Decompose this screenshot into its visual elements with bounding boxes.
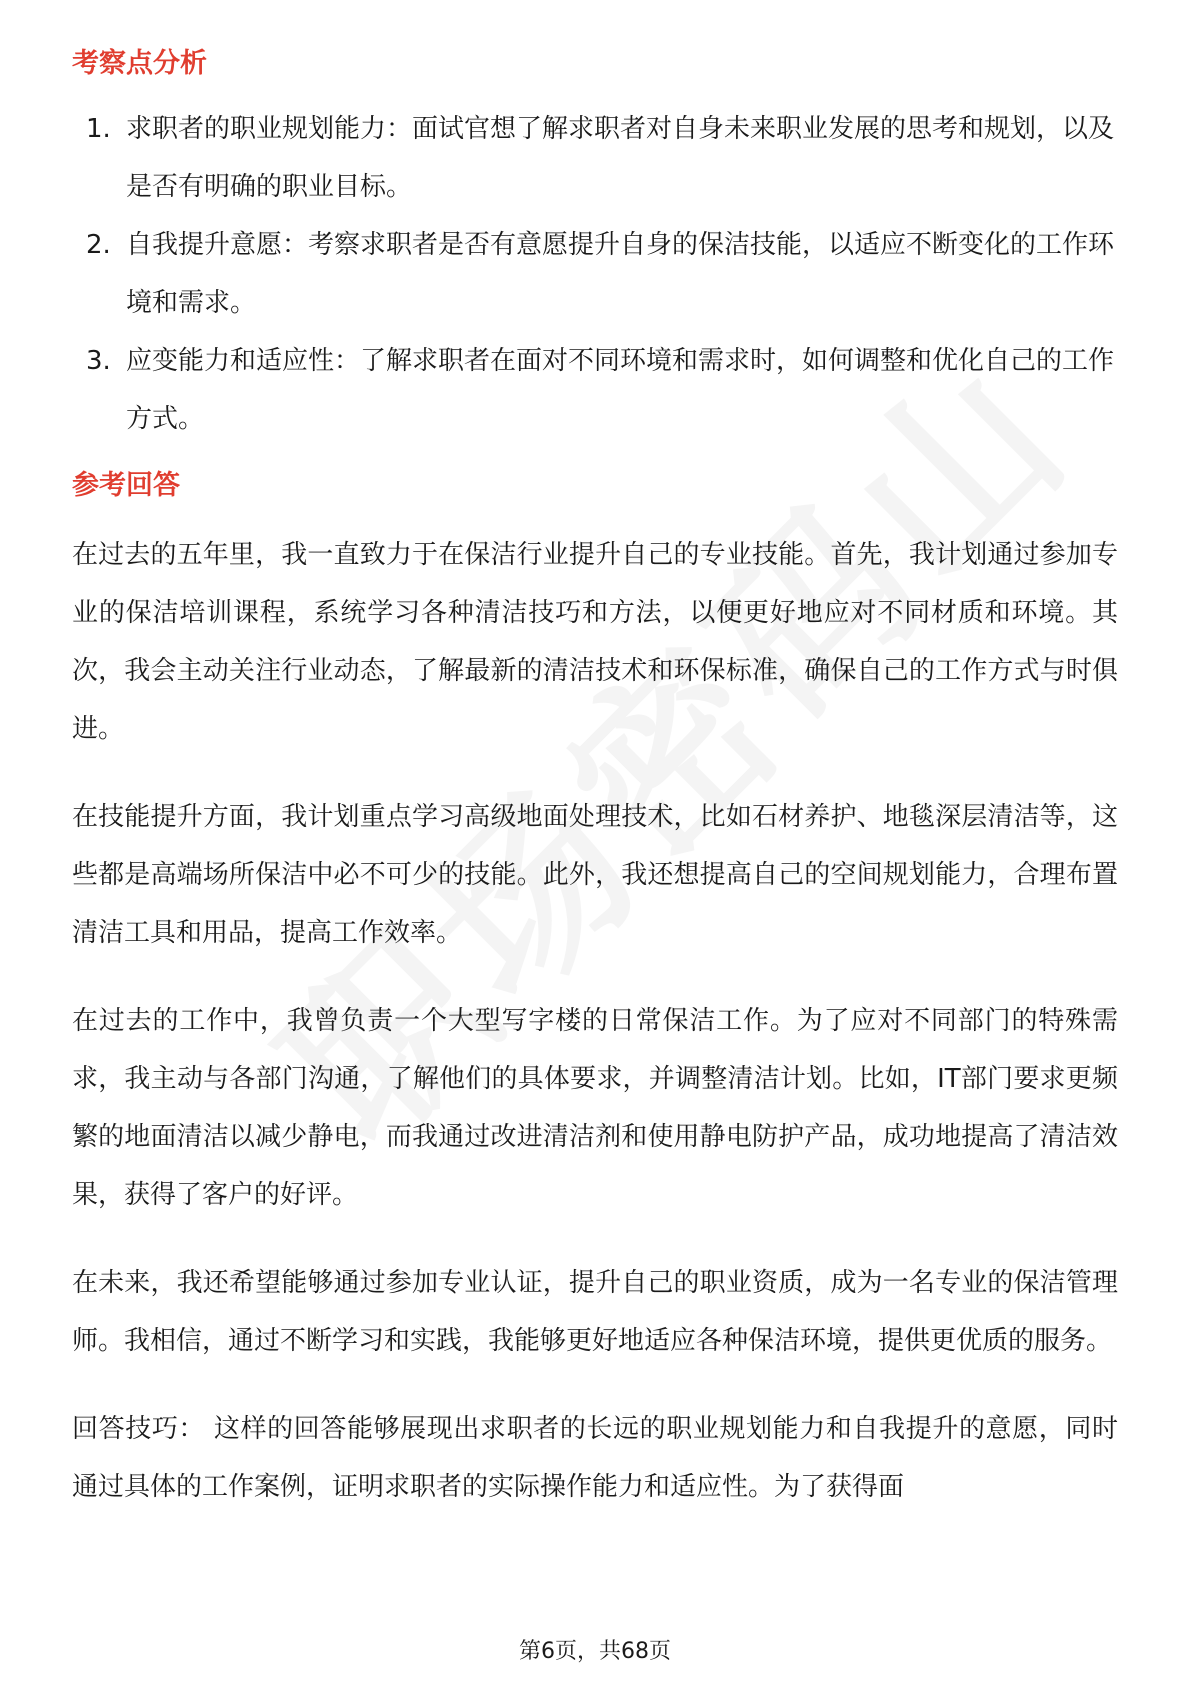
analysis-list — [72, 100, 1118, 448]
list-item-number: 1. — [86, 114, 111, 144]
answer-tips: 回答技巧： 这样的回答能够展现出求职者的长远的职业规划能力和自我提升的意愿，同时通过具体的工作案例，证明求职者的实际操作能力和适应性。为了获得面 — [72, 1414, 1118, 1502]
answer-paragraph: 在未来，我还希望能够通过参加专业认证，提升自己的职业资质，成为一名专业的保洁管理师。我相信，通过不断学习和实践，我能够更好地适应各种保洁环境，提供更优质的服务。 — [72, 1268, 1118, 1356]
answer-heading: 参考回答 — [72, 470, 180, 501]
list-item — [72, 100, 1118, 216]
list-item — [72, 216, 1118, 332]
answer-body — [72, 526, 1118, 1370]
answer-paragraph: 在技能提升方面，我计划重点学习高级地面处理技术，比如石材养护、地毯深层清洁等，这些都是高端场所保洁中必不可少的技能。此外，我还想提高自己的空间规划能力，合理布置清洁工具和用品，提高工作效率。 — [72, 802, 1118, 948]
list-item-text: 自我提升意愿：考察求职者是否有意愿提升自身的保洁技能，以适应不断变化的工作环境和需求。 — [126, 230, 1115, 318]
analysis-heading: 考察点分析 — [72, 48, 207, 79]
list-item-number: 3. — [86, 346, 111, 376]
answer-paragraph: 在过去的工作中，我曾负责一个大型写字楼的日常保洁工作。为了应对不同部门的特殊需求，我主动与各部门沟通，了解他们的具体要求，并调整清洁计划。比如，IT部门要求更频繁的地面清洁以减少静电，而我通过改进清洁剂和使用静电防护产品，成功地提高了清洁效果，获得了客户的好评。 — [72, 1006, 1118, 1210]
page-number: 第6页，共68页 — [519, 1639, 671, 1664]
list-item-text: 应变能力和适应性：了解求职者在面对不同环境和需求时，如何调整和优化自己的工作方式。 — [126, 346, 1115, 434]
document-body — [72, 44, 1118, 1516]
list-item-number: 2. — [86, 230, 111, 260]
answer-paragraph: 在过去的五年里，我一直致力于在保洁行业提升自己的专业技能。首先，我计划通过参加专业的保洁培训课程，系统学习各种清洁技巧和方法，以便更好地应对不同材质和环境。其次，我会主动关注行业动态，了解最新的清洁技术和环保标准，确保自己的工作方式与时俱进。 — [72, 540, 1118, 744]
list-item-text: 求职者的职业规划能力：面试官想了解求职者对自身未来职业发展的思考和规划，以及是否有明确的职业目标。 — [126, 114, 1115, 202]
list-item — [72, 332, 1118, 448]
